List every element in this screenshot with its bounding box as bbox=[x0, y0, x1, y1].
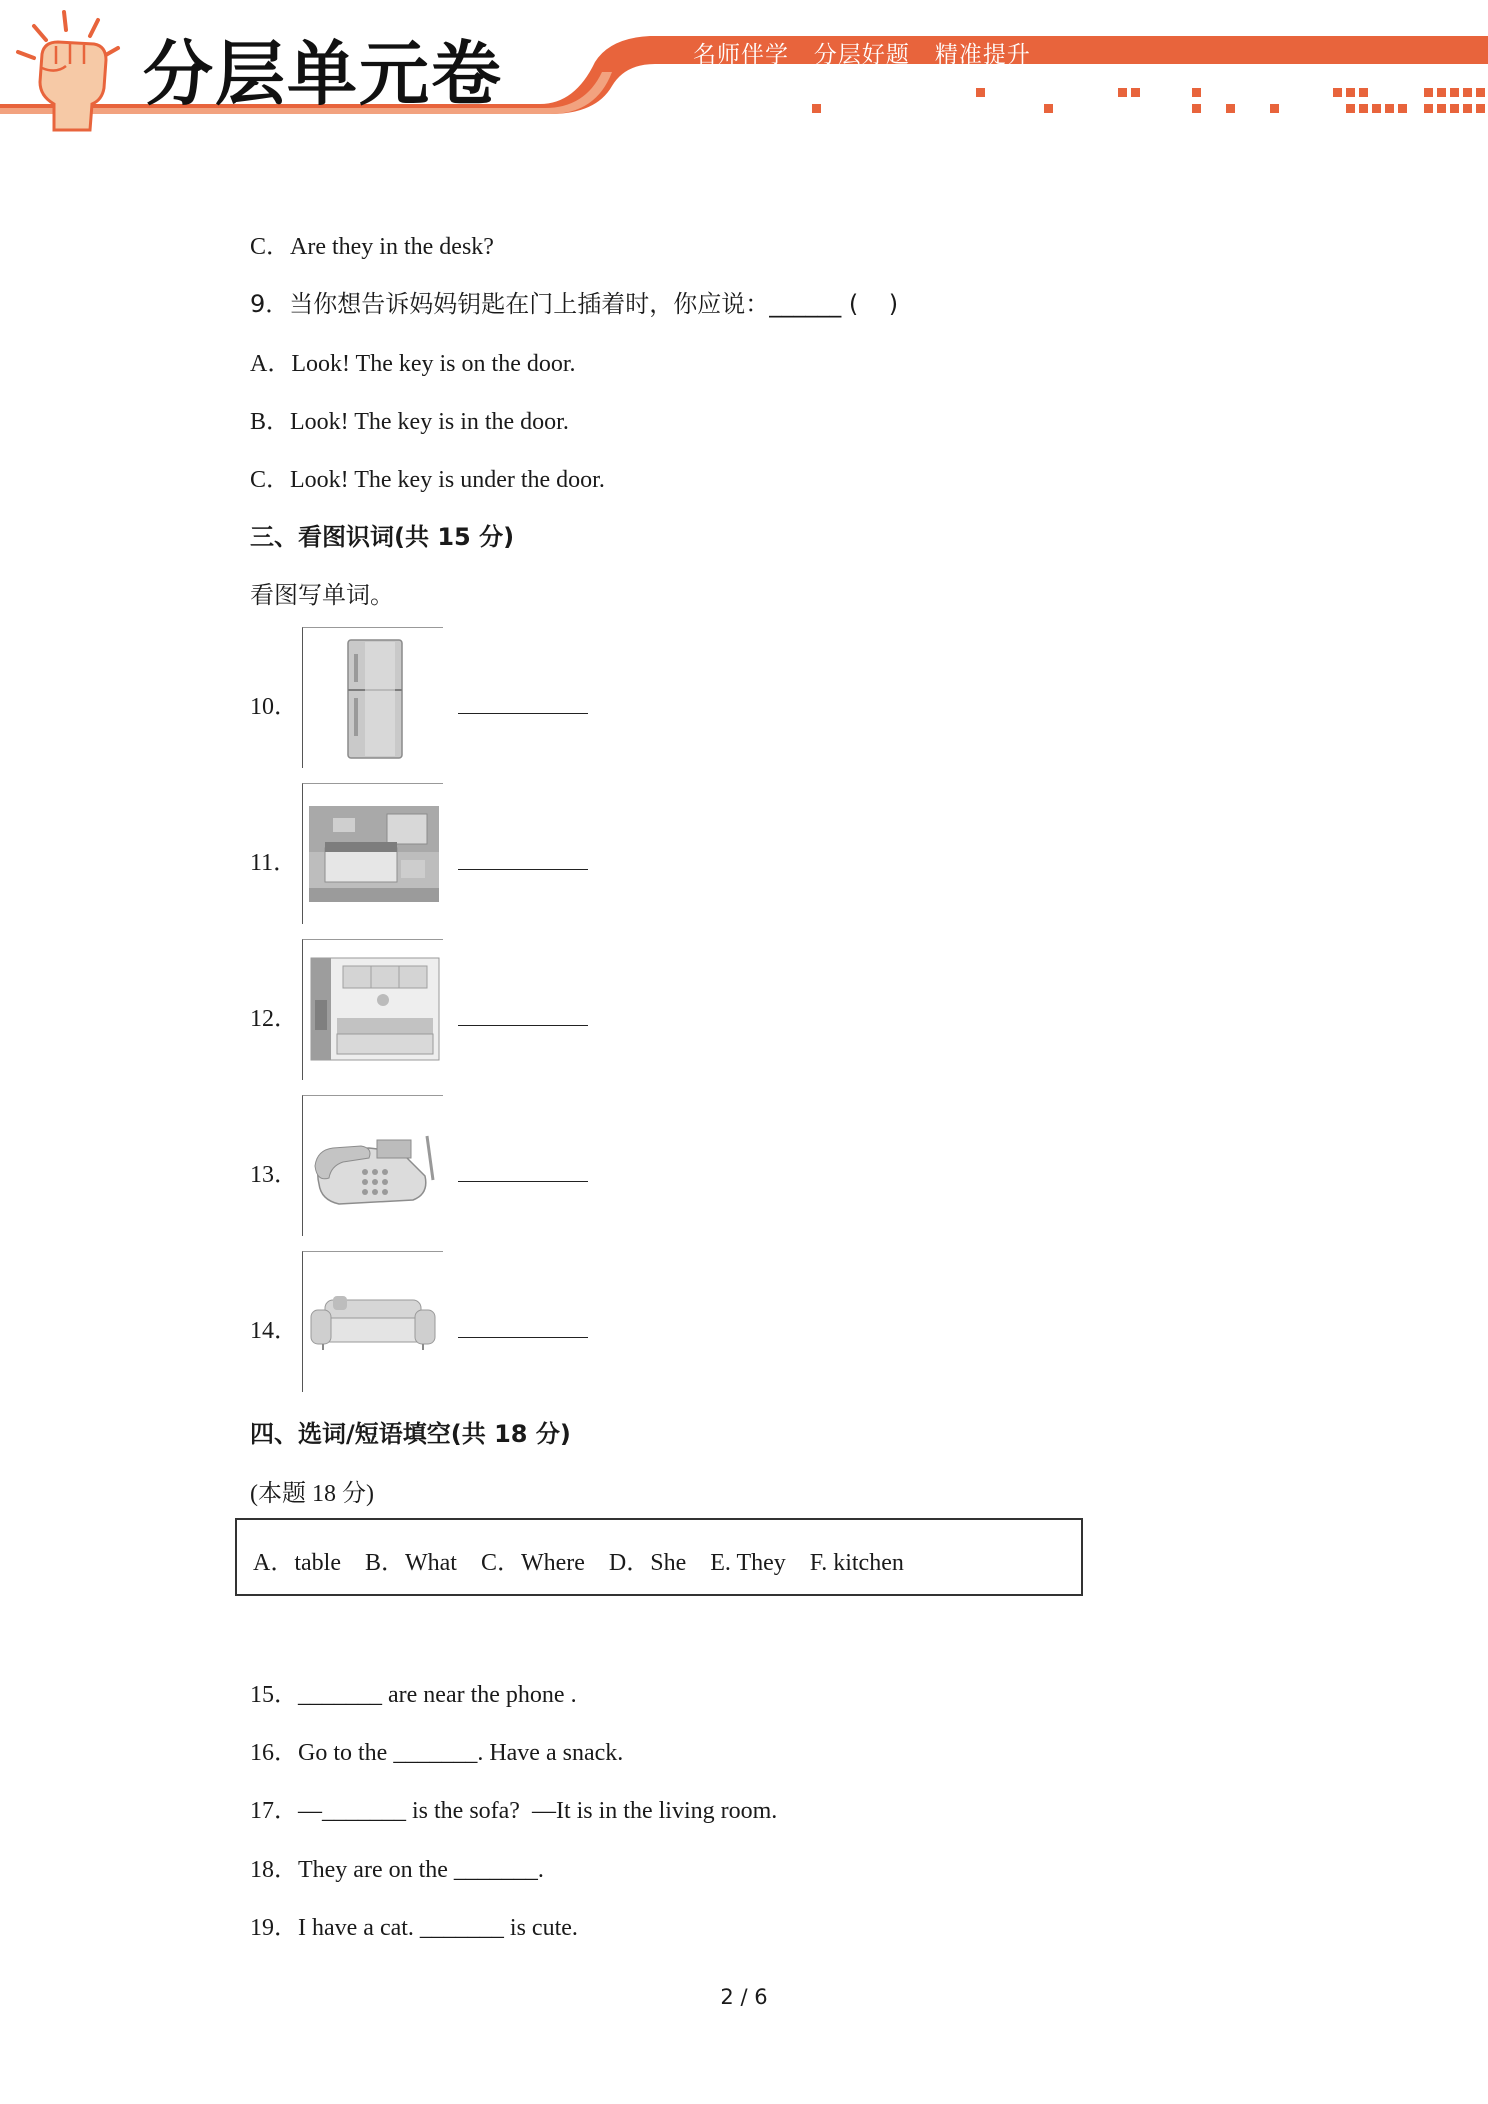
q9-stem: 9．当你想告诉妈妈钥匙在门上插着时，你应说：______ ( ) bbox=[250, 290, 899, 318]
question-18: 18．They are on the _______. bbox=[250, 1857, 544, 1883]
item-10-number: 10． bbox=[250, 694, 298, 720]
telephone-icon bbox=[303, 1096, 443, 1236]
item-10-picture bbox=[302, 627, 443, 768]
sofa-icon bbox=[303, 1252, 443, 1392]
refrigerator-icon bbox=[303, 628, 443, 768]
question-19: 19．I have a cat. _______ is cute. bbox=[250, 1915, 578, 1941]
q9-option-c: C．Look! The key is under the door. bbox=[250, 467, 605, 493]
section4-note: (本题 18 分) bbox=[250, 1481, 374, 1507]
question-17: 17．—_______ is the sofa? —It is in the living room. bbox=[250, 1798, 778, 1824]
question-16: 16．Go to the _______. Have a snack. bbox=[250, 1740, 624, 1766]
word-bank: A．table B．What C．Where D．She E. They F. kitchen bbox=[253, 1550, 904, 1576]
page-header bbox=[0, 0, 1488, 130]
page-number: 2 / 6 bbox=[720, 1985, 768, 2009]
word-bank-box bbox=[235, 1518, 1083, 1596]
item-11-answer-blank[interactable] bbox=[458, 869, 588, 870]
q9-option-b: B．Look! The key is in the door. bbox=[250, 409, 569, 435]
item-12-answer-blank[interactable] bbox=[458, 1025, 588, 1026]
q8-option-c: C．Are they in the desk? bbox=[250, 234, 494, 260]
item-12-picture bbox=[302, 939, 443, 1080]
item-13-answer-blank[interactable] bbox=[458, 1181, 588, 1182]
item-11-number: 11． bbox=[250, 850, 298, 876]
item-14-picture bbox=[302, 1251, 443, 1392]
fist-icon bbox=[6, 4, 136, 134]
item-13-picture bbox=[302, 1095, 443, 1236]
section3-instruction: 看图写单词。 bbox=[250, 581, 394, 609]
item-14-answer-blank[interactable] bbox=[458, 1337, 588, 1338]
item-12-number: 12． bbox=[250, 1006, 298, 1032]
header-slogan: 名师伴学 分层好题 精准提升 bbox=[693, 42, 1031, 68]
bedroom-icon bbox=[303, 784, 443, 924]
item-10-answer-blank[interactable] bbox=[458, 713, 588, 714]
question-15: 15．_______ are near the phone . bbox=[250, 1682, 577, 1708]
section4-heading: 四、选词/短语填空(共 18 分) bbox=[250, 1420, 571, 1448]
item-14-number: 14． bbox=[250, 1318, 298, 1344]
kitchen-icon bbox=[303, 940, 443, 1080]
item-13-number: 13． bbox=[250, 1162, 298, 1188]
item-11-picture bbox=[302, 783, 443, 924]
section3-heading: 三、看图识词(共 15 分) bbox=[250, 523, 515, 551]
q9-option-a: A．Look! The key is on the door. bbox=[250, 351, 576, 377]
brand-title: 分层单元卷 bbox=[143, 33, 503, 115]
